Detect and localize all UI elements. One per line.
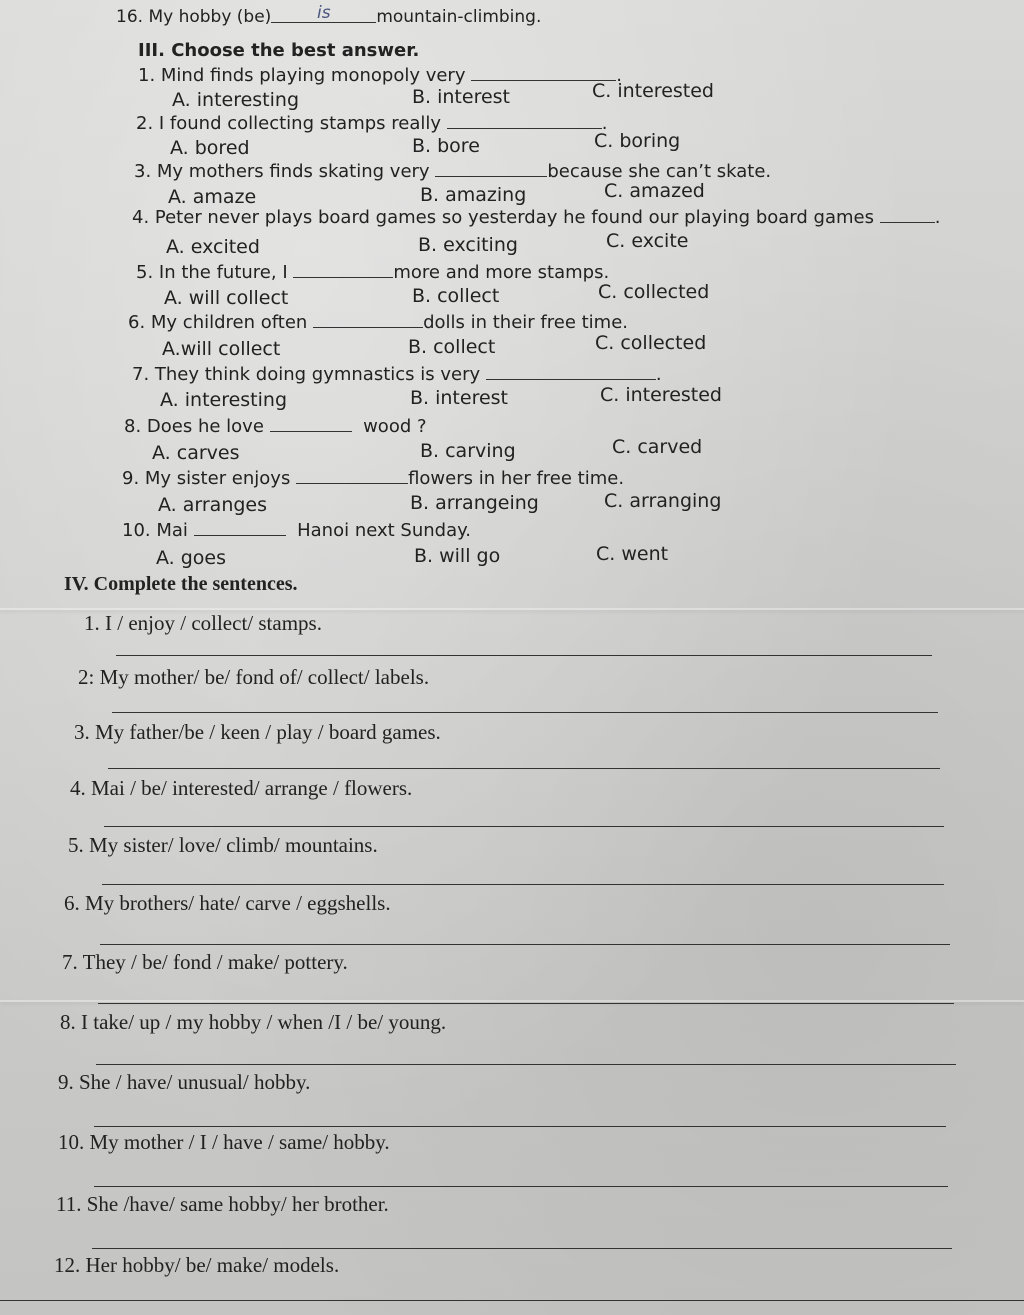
- option-c: C. collected: [598, 281, 710, 303]
- option-a: A. bored: [170, 137, 250, 159]
- option-a: A.will collect: [162, 338, 281, 360]
- option-b: B. arrangeing: [410, 492, 539, 514]
- sentence-item: 2: My mother/ be/ fond of/ collect/ labels.: [78, 665, 430, 689]
- stem-text: 8. Does he love: [124, 416, 264, 437]
- answer-line[interactable]: [116, 655, 932, 656]
- section-3-heading: III. Choose the best answer.: [138, 40, 420, 61]
- answer-line[interactable]: [0, 1300, 1024, 1301]
- option-c: C. interested: [592, 80, 714, 102]
- option-c: C. amazed: [604, 180, 705, 202]
- question-10-stem: [122, 519, 471, 542]
- answer-blank: [296, 467, 408, 484]
- sentence-item: 11. She /have/ same hobby/ her brother.: [56, 1192, 389, 1216]
- answer-line[interactable]: [100, 944, 950, 945]
- question-2-stem: [136, 112, 608, 135]
- option-a: A. amaze: [168, 186, 257, 208]
- sentence-item: 12. Her hobby/ be/ make/ models.: [54, 1253, 340, 1277]
- answer-blank: [313, 311, 423, 328]
- stem-text: 3. My mothers finds skating very: [134, 161, 430, 182]
- stem-text-end: more and more stamps.: [393, 262, 610, 283]
- stem-text-end: wood ?: [363, 416, 427, 437]
- answer-blank: [486, 363, 656, 380]
- sentence-item: 10. My mother / I / have / same/ hobby.: [58, 1130, 390, 1154]
- handwritten-answer: is: [317, 3, 331, 23]
- sentence-item: 1. I / enjoy / collect/ stamps.: [84, 611, 322, 635]
- stem-text-end: .: [601, 113, 608, 134]
- stem-text: 2. I found collecting stamps really: [136, 113, 442, 134]
- answer-line[interactable]: [104, 826, 944, 827]
- stem-text-end: flowers in her free time.: [408, 468, 625, 489]
- option-c: C. interested: [600, 384, 722, 406]
- question-16-text-end: mountain-climbing.: [376, 7, 542, 27]
- sentence-item: 7. They / be/ fond / make/ pottery.: [62, 950, 348, 974]
- stem-text-end: .: [616, 65, 622, 86]
- question-9-stem: [122, 467, 624, 490]
- answer-blank: [270, 415, 352, 432]
- sentence-item: 9. She / have/ unusual/ hobby.: [58, 1070, 311, 1094]
- question-6-stem: [128, 311, 628, 334]
- answer-blank: [880, 206, 935, 223]
- stem-text-end: because she can’t skate.: [547, 161, 772, 182]
- question-4-stem: [132, 206, 940, 229]
- answer-line[interactable]: [102, 884, 944, 885]
- answer-blank: [293, 261, 393, 278]
- stem-text: 6. My children often: [128, 312, 308, 333]
- answer-line[interactable]: [94, 1126, 946, 1127]
- stem-text: 9. My sister enjoys: [122, 468, 291, 489]
- answer-line[interactable]: [108, 768, 940, 769]
- option-c: C. went: [596, 543, 669, 565]
- option-c: C. excite: [606, 230, 689, 252]
- answer-line[interactable]: [98, 1003, 954, 1004]
- stem-text-end: dolls in their free time.: [423, 312, 628, 333]
- option-a: A. goes: [156, 547, 227, 569]
- sentence-item: 8. I take/ up / my hobby / when /I / be/ young.: [60, 1010, 447, 1034]
- answer-blank: [447, 112, 602, 129]
- sentence-item: 6. My brothers/ hate/ carve / eggshells.: [64, 891, 391, 915]
- sentence-item: 3. My father/be / keen / play / board games.: [74, 720, 441, 744]
- stem-text: 5. In the future, I: [136, 262, 288, 283]
- option-b: B. interest: [412, 86, 511, 108]
- stem-text-end: .: [934, 207, 941, 228]
- option-b: B. amazing: [420, 184, 527, 206]
- option-b: B. collect: [412, 285, 500, 307]
- answer-line[interactable]: [94, 1186, 948, 1187]
- question-1-stem: [138, 64, 622, 87]
- stem-text: 4. Peter never plays board games so yesterday he found our playing board games: [132, 207, 874, 228]
- option-b: B. bore: [412, 135, 480, 157]
- option-b: B. interest: [410, 387, 509, 409]
- option-c: C. boring: [594, 130, 681, 152]
- question-5-stem: [136, 261, 609, 284]
- answer-blank: [471, 64, 616, 81]
- stem-text: 1. Mind finds playing monopoly very: [138, 65, 466, 86]
- stem-text-end: Hanoi next Sunday.: [297, 520, 471, 541]
- stem-text: 7. They think doing gymnastics is very: [132, 364, 481, 385]
- option-a: A. carves: [152, 442, 240, 464]
- answer-blank: [194, 519, 286, 536]
- sentence-item: 4. Mai / be/ interested/ arrange / flowers.: [70, 776, 413, 800]
- question-16: [116, 3, 542, 28]
- answer-blank: [435, 160, 547, 177]
- option-b: B. collect: [408, 336, 496, 358]
- option-c: C. carved: [612, 436, 703, 458]
- option-a: A. interesting: [172, 89, 300, 111]
- option-b: B. exciting: [418, 234, 518, 256]
- option-c: C. collected: [595, 332, 707, 354]
- option-a: A. excited: [166, 236, 260, 258]
- question-16-text: 16. My hobby (be): [116, 7, 272, 27]
- paper-fold: [0, 1000, 1024, 1002]
- answer-line[interactable]: [112, 712, 938, 713]
- section-4-heading: IV. Complete the sentences.: [64, 573, 298, 595]
- option-a: A. interesting: [160, 389, 288, 411]
- answer-line[interactable]: [96, 1064, 956, 1065]
- stem-text: 10. Mai: [122, 520, 188, 541]
- option-b: B. will go: [414, 545, 501, 567]
- option-c: C. arranging: [604, 490, 722, 512]
- question-16-blank: [271, 3, 376, 23]
- option-a: A. will collect: [164, 287, 289, 309]
- option-b: B. carving: [420, 440, 516, 462]
- paper-fold: [0, 608, 1024, 610]
- sentence-item: 5. My sister/ love/ climb/ mountains.: [68, 833, 378, 857]
- question-7-stem: [132, 363, 662, 386]
- answer-line[interactable]: [92, 1248, 952, 1249]
- stem-text-end: .: [655, 364, 662, 385]
- question-8-stem: [124, 415, 427, 438]
- option-a: A. arranges: [158, 494, 268, 516]
